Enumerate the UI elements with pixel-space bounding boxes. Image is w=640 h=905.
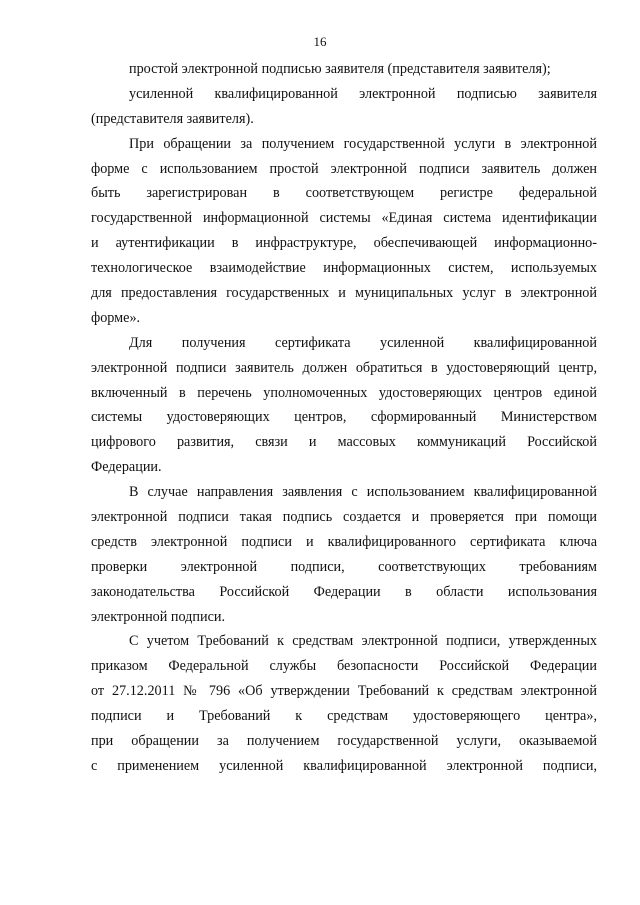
text-line: электронной подписи заявитель должен обратиться в удостоверяющий центр, — [91, 359, 597, 376]
text-line: при обращении за получением государственной услуги, оказываемой — [91, 733, 597, 750]
text-line: проверки электронной подписи, соответствующих требованиям — [91, 558, 597, 575]
text-line: (представителя заявителя). — [91, 110, 254, 127]
text-line: включенный в перечень уполномоченных удостоверяющих центров единой — [91, 384, 597, 401]
text-line: средств электронной подписи и квалифицированного сертификата ключа — [91, 533, 597, 550]
text-line: форме с использованием простой электронной подписи заявитель должен — [91, 160, 597, 177]
text-line: быть зарегистрирован в соответствующем регистре федеральной — [91, 185, 597, 202]
text-line: При обращении за получением государственной услуги в электронной — [129, 135, 597, 152]
text-line: В случае направления заявления с использованием квалифицированной — [129, 484, 597, 501]
text-line: государственной информационной системы «Единая система идентификации — [91, 210, 597, 227]
text-line: усиленной квалифицированной электронной подписью заявителя — [129, 85, 597, 102]
document-body — [91, 57, 597, 779]
text-line: системы удостоверяющих центров, сформированный Министерством — [91, 409, 597, 426]
text-line: и аутентификации в инфраструктуре, обеспечивающей информационно- — [91, 235, 597, 252]
text-line: Для получения сертификата усиленной квалифицированной — [129, 334, 597, 351]
text-line: с применением усиленной квалифицированной электронной подписи, — [91, 757, 597, 774]
text-line: С учетом Требований к средствам электронной подписи, утвержденных — [129, 633, 597, 650]
text-line: форме». — [91, 309, 141, 326]
text-line: для предоставления государственных и муниципальных услуг в электронной — [91, 285, 597, 302]
text-line: электронной подписи. — [91, 608, 226, 625]
text-line: простой электронной подписью заявителя (представителя заявителя); — [129, 61, 551, 77]
text-line: от 27.12.2011 № 796 «Об утверждении Требований к средствам электронной — [91, 683, 597, 700]
text-line: технологическое взаимодействие информационных систем, используемых — [91, 260, 597, 277]
text-line: Федерации. — [91, 459, 162, 476]
text-line: законодательства Российской Федерации в области использования — [91, 583, 597, 600]
text-line: подписи и Требований к средствам удостоверяющего центра», — [91, 708, 597, 725]
text-line: электронной подписи такая подпись создается и проверяется при помощи — [91, 509, 597, 526]
page-number: 16 — [313, 34, 327, 49]
text-line: приказом Федеральной службы безопасности Российской Федерации — [91, 658, 597, 675]
text-line: цифрового развития, связи и массовых коммуникаций Российской — [91, 434, 597, 451]
